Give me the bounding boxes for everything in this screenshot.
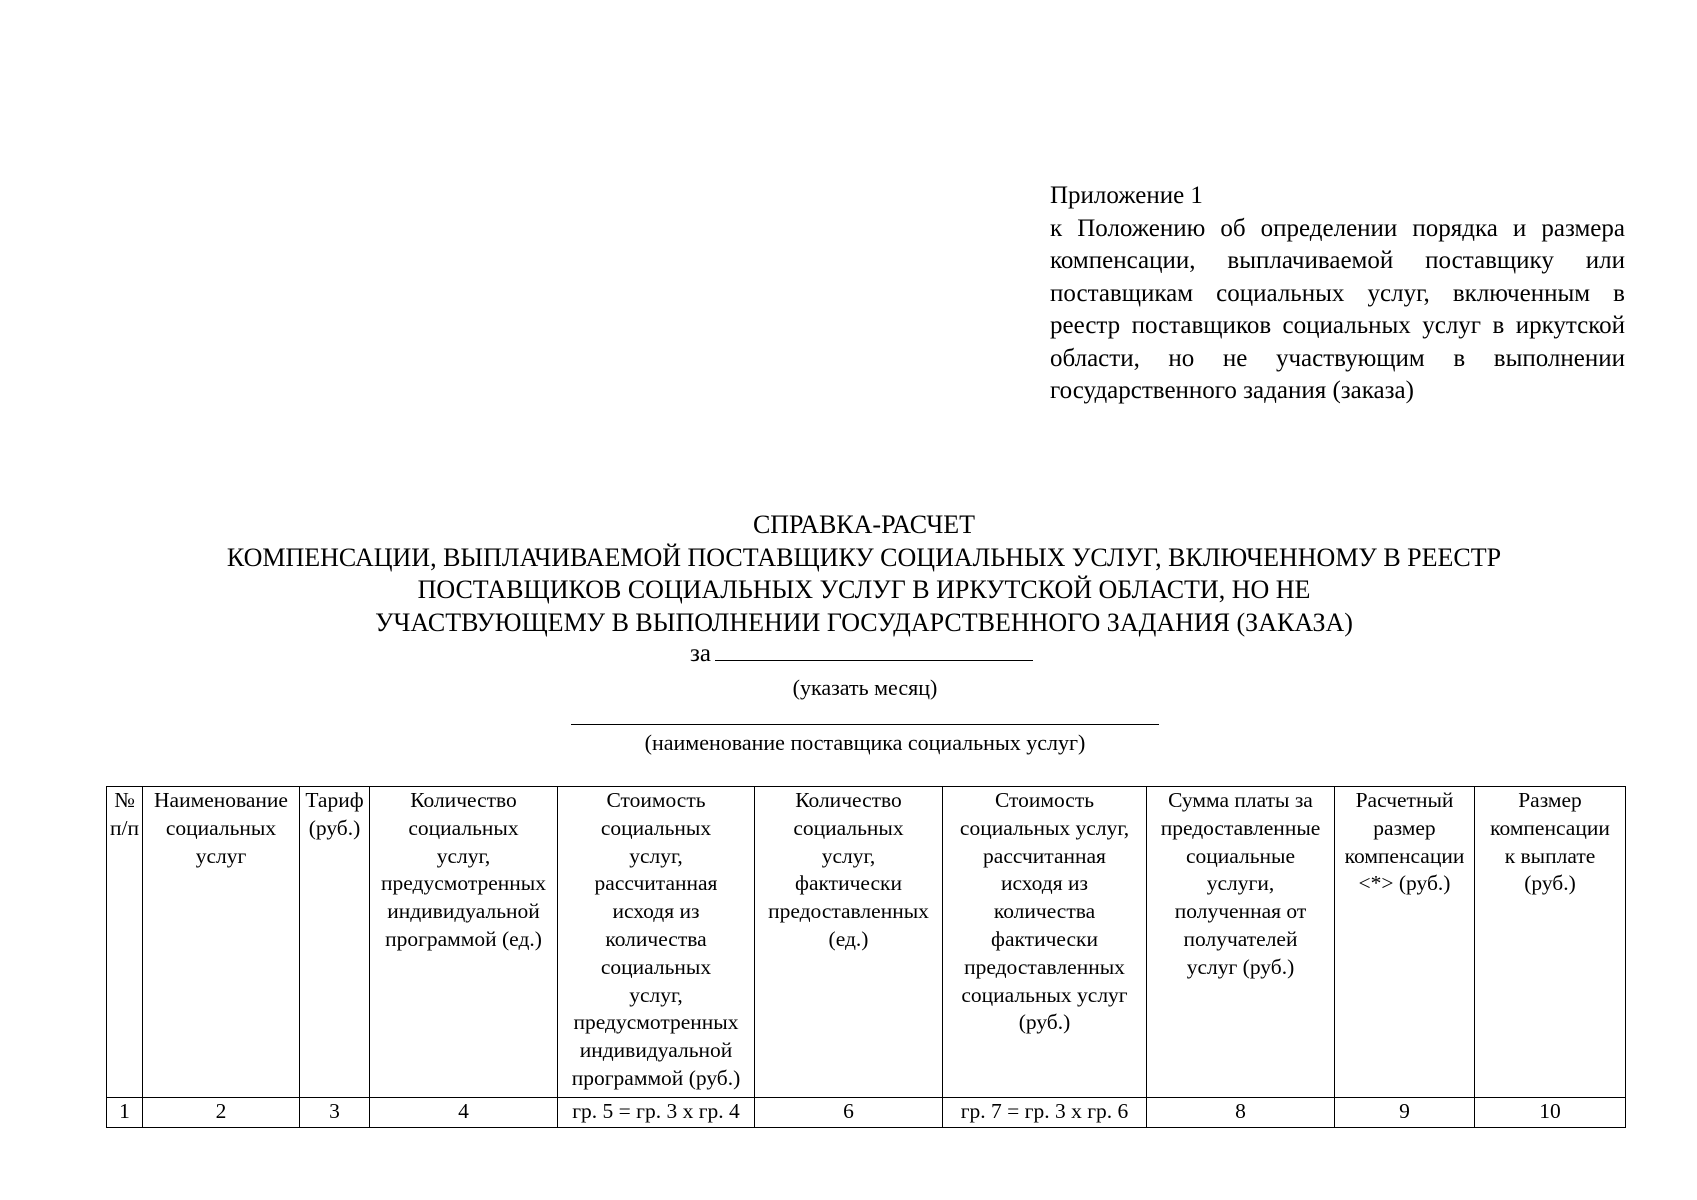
column-number-cell: гр. 5 = гр. 3 х гр. 4 (558, 1098, 755, 1128)
column-number-cell: 1 (107, 1098, 143, 1128)
header-cell-compensation-payable: Размер компенсации к выплате (руб.) (1475, 787, 1626, 1098)
header-cell-service-name: Наименование социальных услуг (143, 787, 300, 1098)
heading-line-4: УЧАСТВУЮЩЕМУ В ВЫПОЛНЕНИИ ГОСУДАРСТВЕННОГО ЗАДАНИЯ (ЗАКАЗА) (375, 607, 1353, 637)
header-cell-planned-quantity: Количество социальных услуг, предусмотренных индивидуальной программой (ед.) (370, 787, 558, 1098)
column-number-cell: 8 (1147, 1098, 1335, 1128)
header-cell-actual-quantity: Количество социальных услуг, фактически предоставленных (ед.) (755, 787, 943, 1098)
column-number-cell: 3 (300, 1098, 370, 1128)
heading-line-2: КОМПЕНСАЦИИ, ВЫПЛАЧИВАЕМОЙ ПОСТАВЩИКУ СОЦИАЛЬНЫХ УСЛУГ, ВКЛЮЧЕННОМУ В РЕЕСТР (226, 542, 1502, 572)
period-prefix: за (690, 640, 711, 667)
appendix-block (1050, 180, 1625, 408)
header-cell-tariff: Тариф (руб.) (300, 787, 370, 1098)
period-field (690, 638, 1033, 669)
provider-blank-line (571, 724, 1159, 725)
month-hint: (указать месяц) (792, 675, 938, 700)
provider-hint: (наименование поставщика социальных услуг) (644, 730, 1086, 755)
header-cell-number: № п/п (107, 787, 143, 1098)
table-header-row (107, 787, 1626, 1098)
column-number-cell: 2 (143, 1098, 300, 1128)
heading-line-3: ПОСТАВЩИКОВ СОЦИАЛЬНЫХ УСЛУГ В ИРКУТСКОЙ ОБЛАСТИ, НО НЕ (417, 575, 1311, 604)
heading-line-1: СПРАВКА-РАСЧЕТ (752, 510, 976, 539)
column-number-cell: 9 (1335, 1098, 1475, 1128)
column-number-cell: 10 (1475, 1098, 1626, 1128)
calculation-table (106, 786, 1626, 1128)
appendix-text: к Положению об определении порядка и размера компенсации, выплачиваемой поставщику или поставщикам социальных услуг, включенным в реестр поставщиков социальных услуг в иркутской области, но не участвующим в выполнении государственного задания (заказа) (1050, 214, 1625, 404)
table-number-row (107, 1098, 1626, 1128)
header-cell-actual-cost: Стоимость социальных услуг, рассчитанная исходя из количества фактически предоставленных социальных услуг (руб.) (943, 787, 1147, 1098)
column-number-cell: гр. 7 = гр. 3 х гр. 6 (943, 1098, 1147, 1128)
header-cell-planned-cost: Стоимость социальных услуг, рассчитанная исходя из количества социальных услуг, предусмотренных индивидуальной программой (руб.) (558, 787, 755, 1098)
header-cell-calculated-compensation: Расчетный размер компенсации <*> (руб.) (1335, 787, 1475, 1098)
month-blank-line (715, 638, 1033, 661)
column-number-cell: 4 (370, 1098, 558, 1128)
appendix-title: Приложение 1 (1050, 182, 1203, 209)
document-heading (0, 509, 1697, 639)
header-cell-payment-received: Сумма платы за предоставленные социальные услуги, полученная от получателей услуг (руб.) (1147, 787, 1335, 1098)
column-number-cell: 6 (755, 1098, 943, 1128)
